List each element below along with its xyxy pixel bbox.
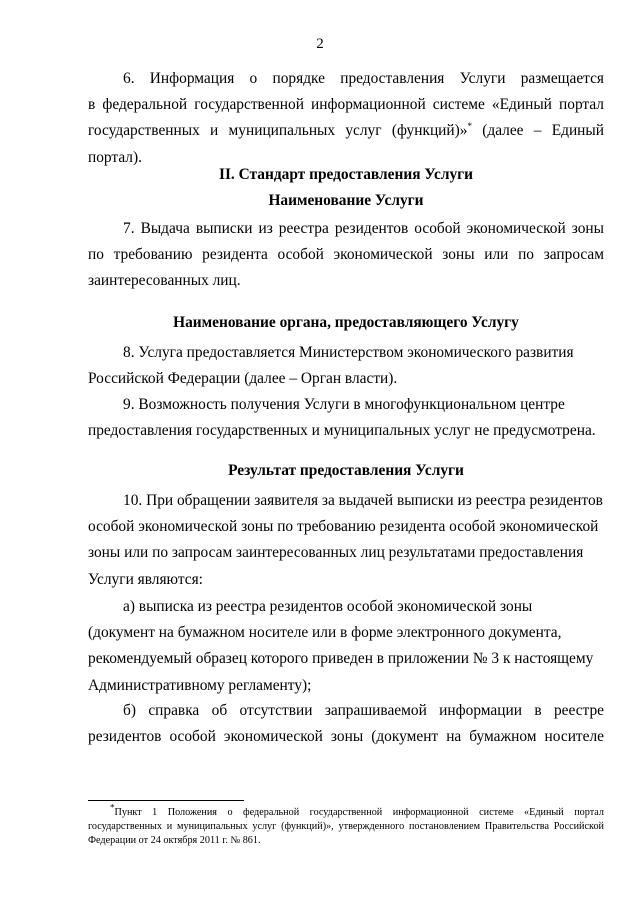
footnote-text: Пункт 1 Положения о федеральной государственной информационной системе «Единый портал государственных и муниципальных услуг (функций)», утвержденного постановлением Правительства Российской Федерации от 24 октября 2011 г. № 861.	[88, 807, 604, 846]
paragraph-6-line-3b: (далее – Единый портал).	[88, 122, 604, 166]
paragraph-10a-line-3: рекомендуемый образец которого приведен в приложении № 3 к настоящему	[88, 650, 594, 668]
page-number: 2	[316, 36, 324, 52]
footnote-mark: *	[110, 802, 115, 813]
paragraph-10a	[88, 594, 604, 699]
section-heading: II. Стандарт предоставления Услуги	[218, 166, 474, 183]
heading-service-name: Наименование Услуги	[268, 192, 424, 209]
paragraph-7-line-3: заинтересованных лиц.	[88, 272, 241, 290]
paragraph-8-line-1: 8. Услуга предоставляется Министерством экономического развития	[123, 344, 574, 361]
paragraph-9-line-1: 9. Возможность получения Услуги в многофункциональном центре	[123, 396, 565, 413]
paragraph-6-line-1: 6. Информация о порядке предоставления Услуги размещается	[123, 70, 604, 87]
paragraph-8-line-2: Российской Федерации (далее – Орган власти).	[88, 370, 398, 388]
footnote-marker: *	[467, 121, 472, 132]
paragraph-9-line-2: предоставления государственных и муниципальных услуг не предусмотрена.	[88, 422, 596, 440]
paragraph-6-line-2: в федеральной государственной информационной системе «Единый портал	[88, 96, 604, 114]
paragraph-6-line-3a: государственных и муниципальных услуг (функций)»	[88, 122, 468, 140]
paragraph-10-line-1: 10. При обращении заявителя за выдачей выписки из реестра резидентов	[123, 492, 603, 509]
paragraph-10b-line-2: резидентов особой экономической зоны (документ на бумажном носителе	[88, 728, 604, 746]
paragraph-7-line-1: 7. Выдача выписки из реестра резидентов особой экономической зоны	[123, 220, 604, 237]
footnote-separator	[88, 800, 244, 801]
paragraph-10b	[88, 698, 604, 750]
heading-result: Результат предоставления Услуги	[228, 462, 464, 479]
paragraph-9	[88, 392, 604, 444]
paragraph-7-line-2: по требованию резидента особой экономической зоны или по запросам	[88, 246, 604, 264]
paragraph-10a-line-2: (документ на бумажном носителе или в форме электронного документа,	[88, 624, 562, 642]
heading-authority: Наименование органа, предоставляющего Услугу	[173, 314, 519, 331]
paragraph-10a-line-4: Административному регламенту);	[88, 676, 312, 694]
paragraph-10-line-3: зоны или по запросам заинтересованных лиц результатами предоставления	[88, 544, 584, 562]
paragraph-10-line-4: Услуги являются:	[88, 570, 203, 588]
paragraph-10b-line-1: б) справка об отсутствии запрашиваемой информации в реестре	[123, 702, 604, 719]
footnote	[88, 802, 604, 848]
paragraph-7	[88, 216, 604, 295]
paragraph-8	[88, 340, 604, 392]
paragraph-10a-line-1: а) выписка из реестра резидентов особой экономической зоны	[123, 598, 533, 615]
paragraph-6	[88, 66, 604, 171]
paragraph-10-line-2: особой экономической зоны по требованию резидента особой экономической	[88, 518, 599, 536]
paragraph-10	[88, 488, 604, 593]
